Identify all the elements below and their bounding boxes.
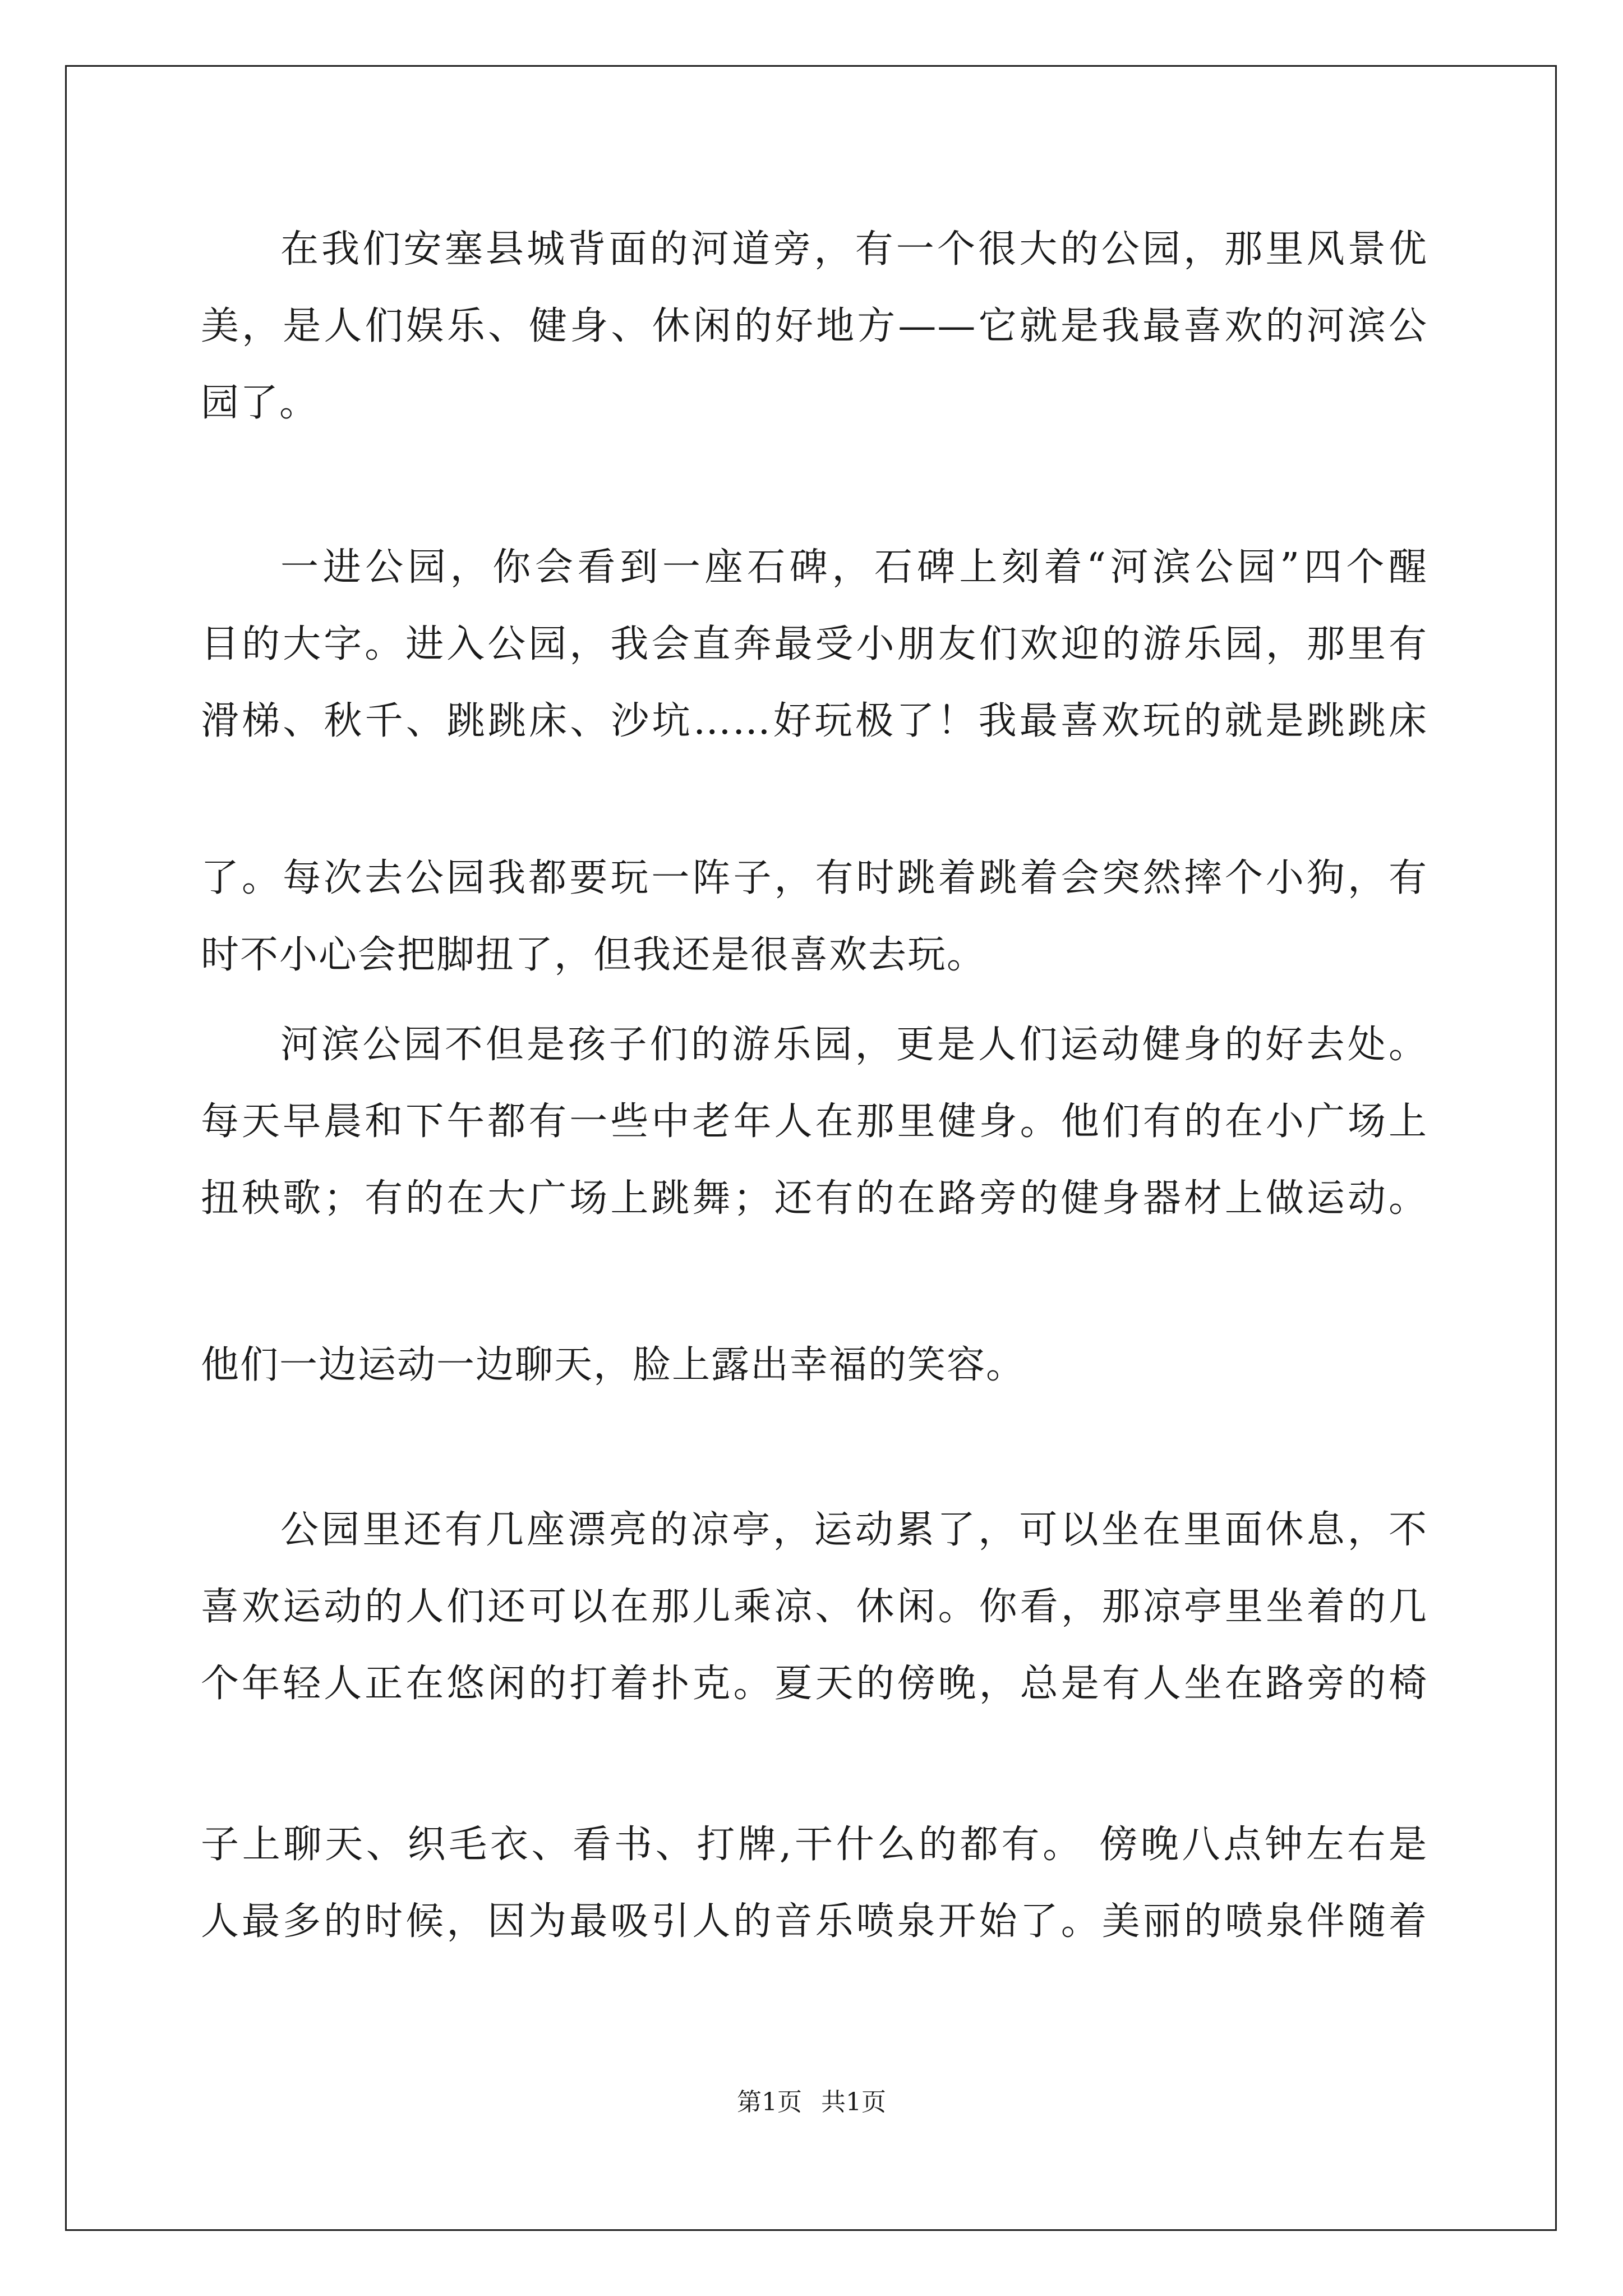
paragraph-4-line-2: 喜欢运动的人们还可以在那儿乘凉、休闲。你看，那凉亭里坐着的几 xyxy=(201,1585,1428,1629)
paragraph-2-line-5: 时不小心会把脚扭了，但我还是很喜欢去玩。 xyxy=(201,933,986,977)
paragraph-1-line-3: 园了。 xyxy=(201,381,319,425)
paragraph-1-line-1: 在我们安塞县城背面的河道旁，有一个很大的公园，那里风景优 xyxy=(280,227,1428,272)
paragraph-4-line-5: 人最多的时候，因为最吸引人的音乐喷泉开始了。美丽的喷泉伴随着 xyxy=(201,1899,1428,1944)
paragraph-2-line-2: 目的大字。进入公园，我会直奔最受小朋友们欢迎的游乐园，那里有 xyxy=(201,622,1428,666)
paragraph-2-line-3: 滑梯、秋千、跳跳床、沙坑……好玩极了！我最喜欢玩的就是跳跳床 xyxy=(201,699,1428,743)
paragraph-3-line-1: 河滨公园不但是孩子们的游乐园，更是人们运动健身的好去处。 xyxy=(280,1023,1428,1067)
paragraph-2-line-4: 了。每次去公园我都要玩一阵子，有时跳着跳着会突然摔个小狗，有 xyxy=(201,856,1428,900)
page-number: 第1页 xyxy=(737,2088,802,2116)
paragraph-3-line-4: 他们一边运动一边聊天，脸上露出幸福的笑容。 xyxy=(201,1343,1026,1387)
paragraph-4-line-3: 个年轻人正在悠闲的打着扑克。夏天的傍晚，总是有人坐在路旁的椅 xyxy=(201,1662,1428,1706)
paragraph-4-line-1: 公园里还有几座漂亮的凉亭，运动累了，可以坐在里面休息，不 xyxy=(280,1508,1428,1552)
paragraph-1-line-2: 美，是人们娱乐、健身、休闲的好地方——它就是我最喜欢的河滨公 xyxy=(201,304,1428,348)
paragraph-3-line-2: 每天早晨和下午都有一些中老年人在那里健身。他们有的在小广场上 xyxy=(201,1099,1428,1144)
page-total: 共1页 xyxy=(821,2088,886,2116)
paragraph-4-line-4: 子上聊天、织毛衣、看书、打牌,干什么的都有。 傍晚八点钟左右是 xyxy=(201,1823,1428,1867)
paragraph-2-line-1: 一进公园，你会看到一座石碑，石碑上刻着“河滨公园”四个醒 xyxy=(280,545,1428,590)
page-footer xyxy=(0,2086,1623,2119)
paragraph-3-line-3: 扭秧歌；有的在大广场上跳舞；还有的在路旁的健身器材上做运动。 xyxy=(201,1176,1428,1221)
